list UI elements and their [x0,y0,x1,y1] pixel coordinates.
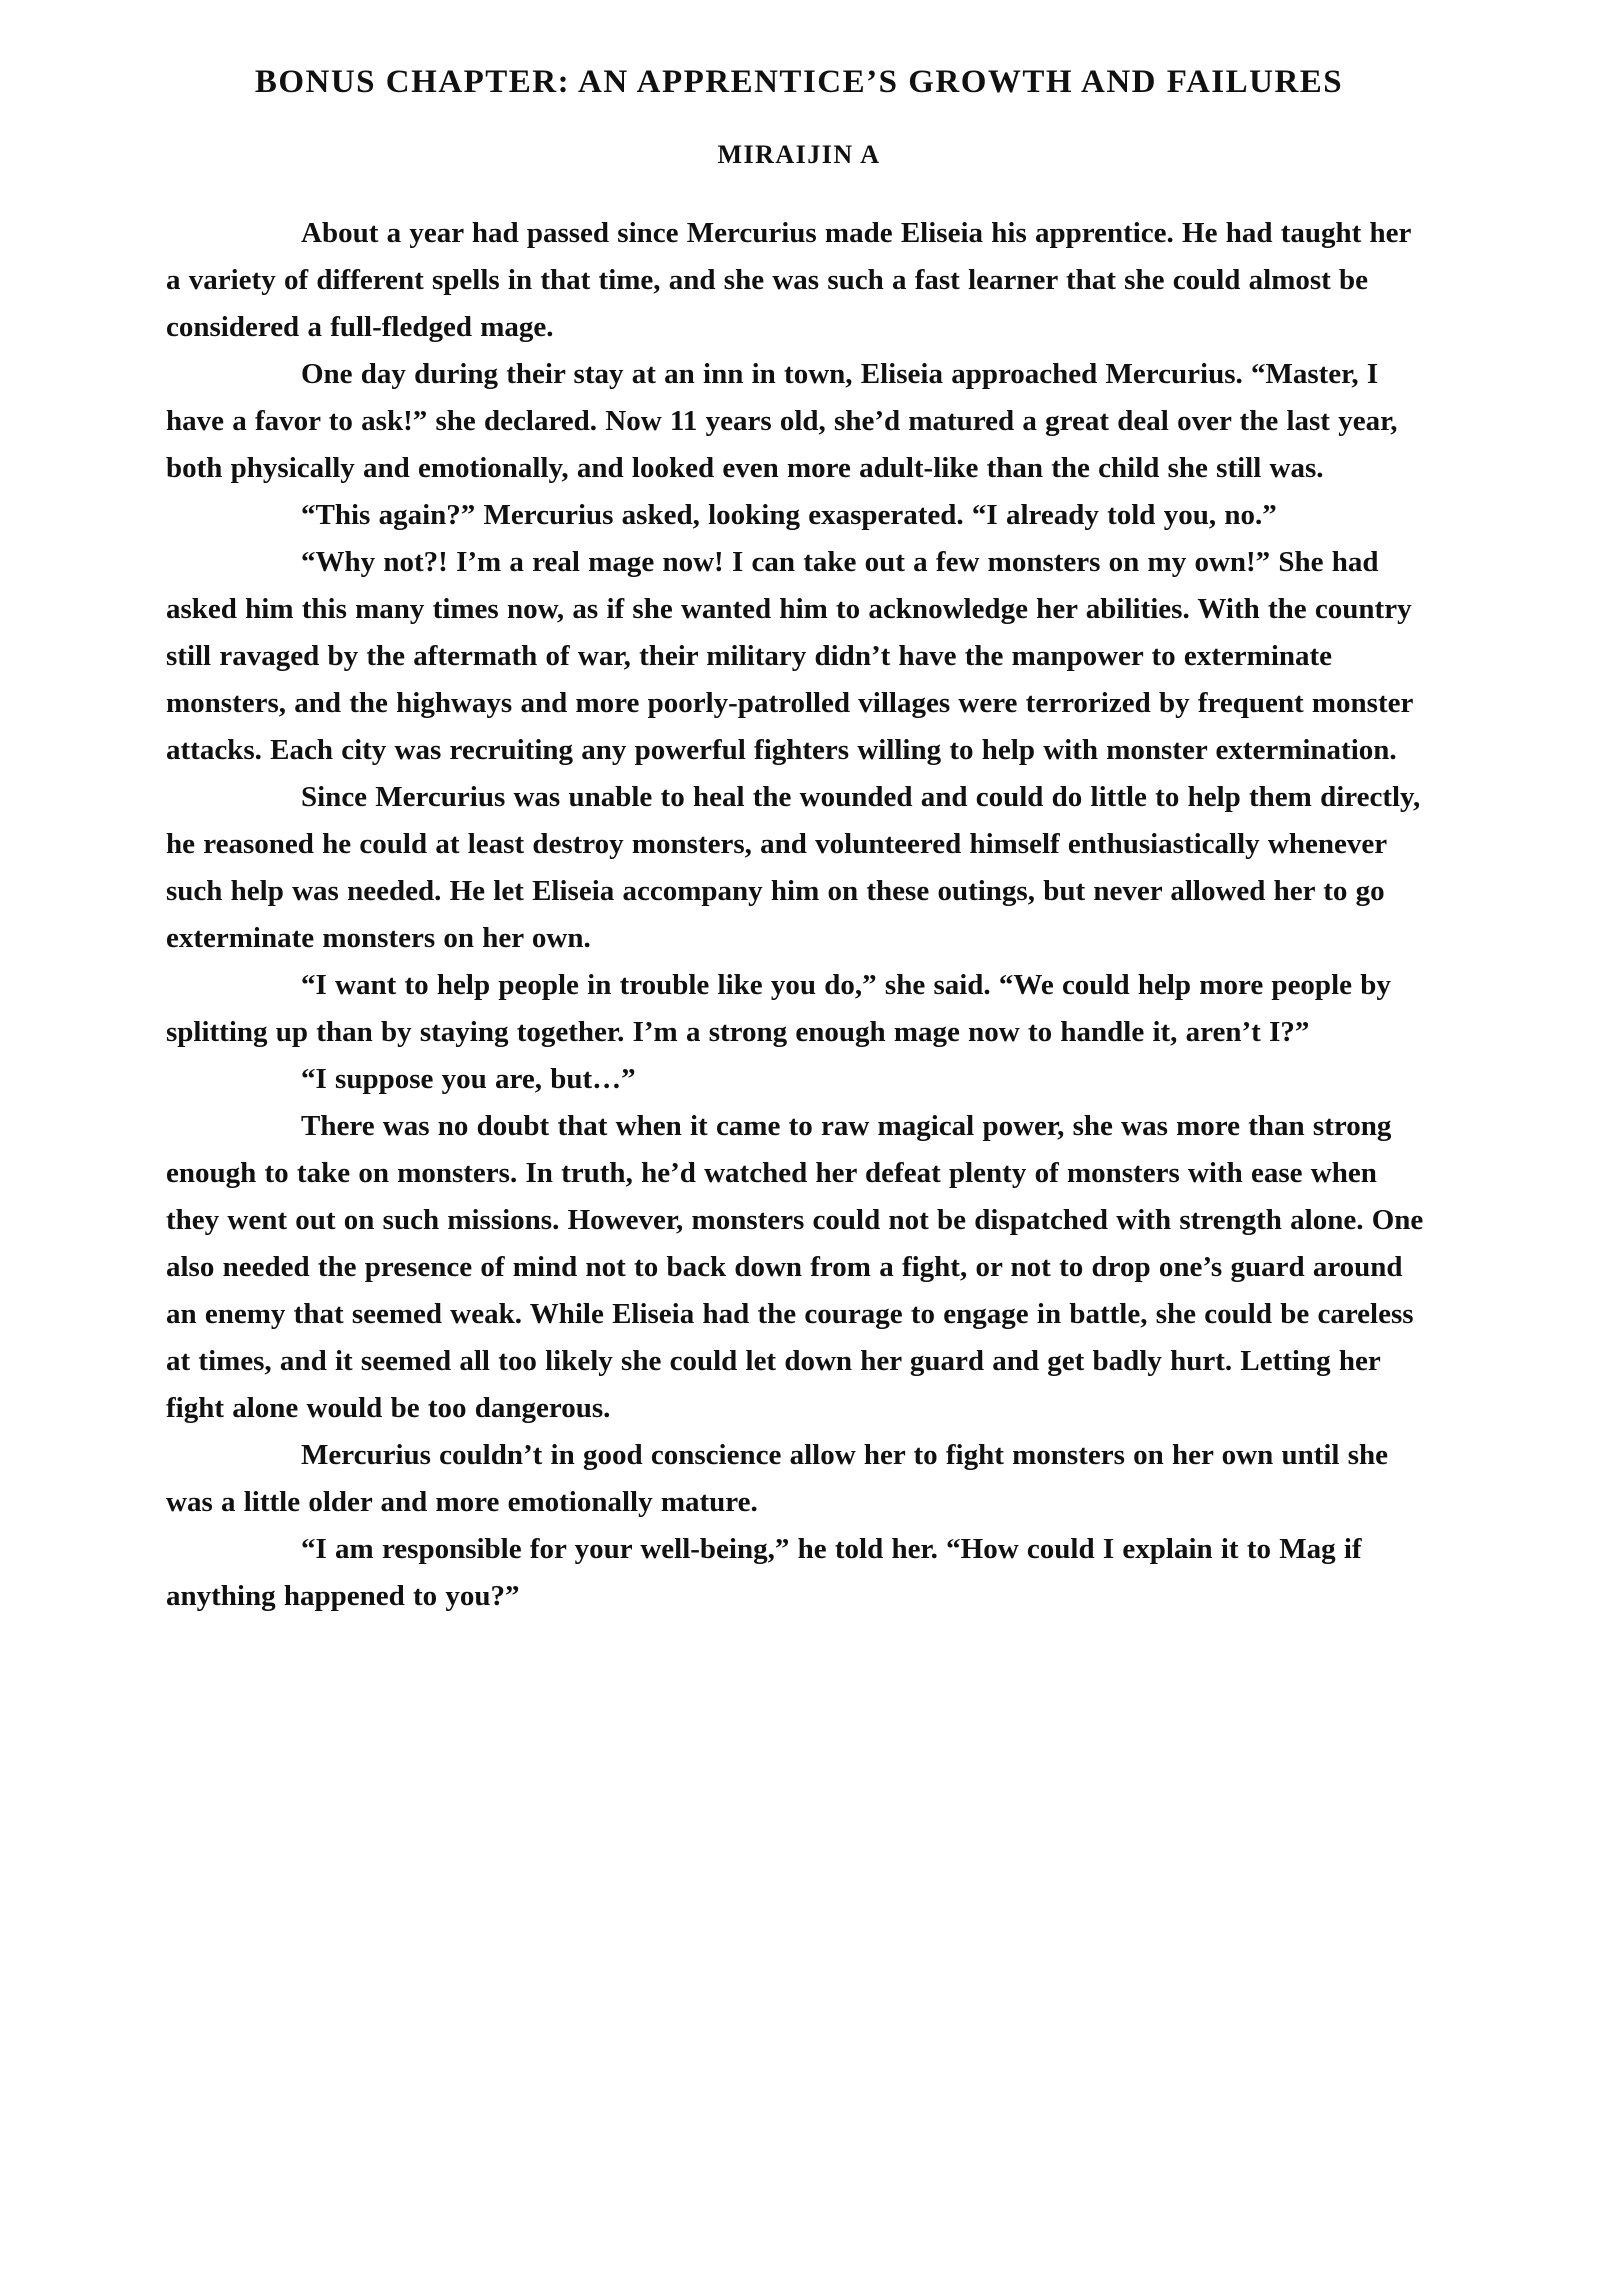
paragraph: Since Mercurius was unable to heal the wounded and could do little to help them directly, he reasoned he could at least destroy monsters, and volunteered himself enthusiastically whenever such help was needed. He let Eliseia accompany him on these outings, but never allowed her to go exterminate monsters on her own. [166,781,1421,955]
paragraph: “I am responsible for your well-being,” he told her. “How could I explain it to Mag if anything happened to you?” [166,1533,1362,1613]
chapter-author: MIRAIJIN A [717,140,881,170]
paragraph: Mercurius couldn’t in good conscience allow her to fight monsters on her own until she was a little older and more emotionally mature. [166,1439,1389,1519]
paragraph: About a year had passed since Mercurius made Eliseia his apprentice. He had taught her a variety of different spells in that time, and she was such a fast learner that she could almost be considered a full-fledged mage. [166,217,1411,344]
chapter-title: BONUS CHAPTER: AN APPRENTICE’S GROWTH AND FAILURES [254,64,1344,100]
paragraph: “This again?” Mercurius asked, looking exasperated. “I already told you, no.” [301,499,1277,532]
paragraph: “I want to help people in trouble like you do,” she said. “We could help more people by splitting up than by staying together. I’m a strong enough mage now to handle it, aren’t I?” [166,969,1391,1049]
paragraph: “I suppose you are, but…” [301,1063,636,1096]
paragraph: One day during their stay at an inn in town, Eliseia approached Mercurius. “Master, I have a favor to ask!” she declared. Now 11 years old, she’d matured a great deal over the last year, both physically and emotionally, and looked even more adult-like than the child she still was. [166,358,1398,485]
paragraph: There was no doubt that when it came to raw magical power, she was more than strong enough to take on monsters. In truth, he’d watched her defeat plenty of monsters with ease when they went out on such missions. However, monsters could not be dispatched with strength alone. One also needed the presence of mind not to back down from a fight, or not to drop one’s guard around an enemy that seemed weak. While Eliseia had the courage to engage in battle, she could be careless at times, and it seemed all too likely she could let down her guard and get badly hurt. Letting her fight alone would be too dangerous. [166,1110,1424,1425]
chapter-body [166,210,1432,1620]
paragraph: “Why not?! I’m a real mage now! I can take out a few monsters on my own!” She had asked him this many times now, as if she wanted him to acknowledge her abilities. With the country still ravaged by the aftermath of war, their military didn’t have the manpower to exterminate monsters, and the highways and more poorly-patrolled villages were terrorized by frequent monster attacks. Each city was recruiting any powerful fighters willing to help with monster extermination. [166,546,1413,767]
